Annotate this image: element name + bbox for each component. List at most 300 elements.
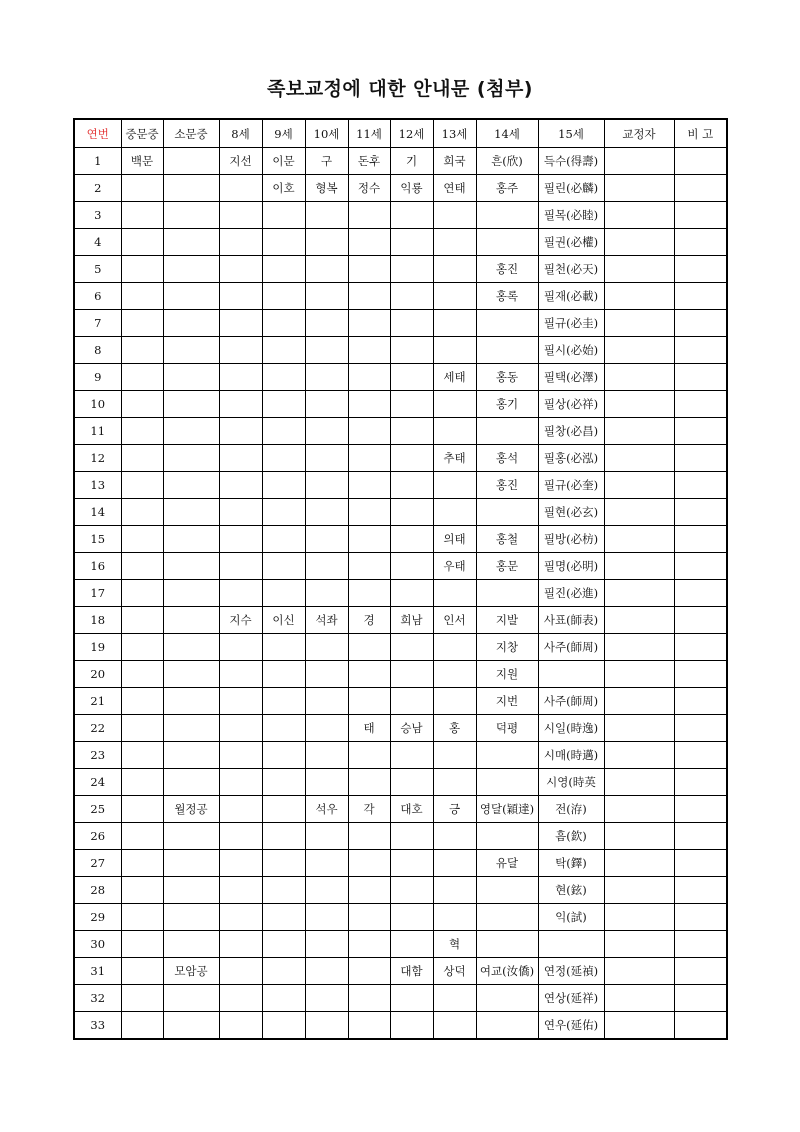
- gen-9-cell: 이호: [262, 175, 305, 202]
- gen-13-cell: [433, 202, 476, 229]
- serial-number-cell: 14: [74, 499, 121, 526]
- gen-10-cell: [305, 553, 348, 580]
- column-header-gen-8: 8세: [219, 119, 262, 148]
- gen-15-cell: 현(鉉): [538, 877, 604, 904]
- sub-clan-cell: [163, 229, 219, 256]
- table-row: [74, 364, 727, 391]
- sub-clan-cell: [163, 526, 219, 553]
- column-header-sub-clan: 소문중: [163, 119, 219, 148]
- remarks-cell: [674, 337, 727, 364]
- corrector-cell: [604, 823, 674, 850]
- gen-10-cell: [305, 499, 348, 526]
- gen-15-cell: 전(洊): [538, 796, 604, 823]
- middle-clan-cell: [121, 229, 163, 256]
- table-row: [74, 229, 727, 256]
- gen-14-cell: [476, 229, 538, 256]
- gen-12-cell: 대함: [390, 958, 433, 985]
- gen-15-cell: 필진(必進): [538, 580, 604, 607]
- gen-12-cell: [390, 391, 433, 418]
- gen-8-cell: [219, 796, 262, 823]
- sub-clan-cell: [163, 499, 219, 526]
- column-header-corrector: 교정자: [604, 119, 674, 148]
- gen-13-cell: [433, 310, 476, 337]
- gen-14-cell: [476, 418, 538, 445]
- gen-8-cell: [219, 985, 262, 1012]
- gen-8-cell: [219, 256, 262, 283]
- gen-8-cell: [219, 904, 262, 931]
- gen-9-cell: 이문: [262, 148, 305, 175]
- corrector-cell: [604, 364, 674, 391]
- middle-clan-cell: [121, 904, 163, 931]
- gen-8-cell: [219, 769, 262, 796]
- remarks-cell: [674, 526, 727, 553]
- corrector-cell: [604, 445, 674, 472]
- gen-15-cell: 시일(時逸): [538, 715, 604, 742]
- remarks-cell: [674, 715, 727, 742]
- gen-13-cell: 긍: [433, 796, 476, 823]
- table-body: [74, 148, 727, 1040]
- middle-clan-cell: [121, 661, 163, 688]
- gen-11-cell: [348, 310, 390, 337]
- serial-number-cell: 8: [74, 337, 121, 364]
- gen-13-cell: [433, 580, 476, 607]
- middle-clan-cell: [121, 850, 163, 877]
- sub-clan-cell: [163, 364, 219, 391]
- gen-8-cell: [219, 337, 262, 364]
- middle-clan-cell: [121, 580, 163, 607]
- remarks-cell: [674, 418, 727, 445]
- gen-15-cell: 필홍(必泓): [538, 445, 604, 472]
- sub-clan-cell: [163, 148, 219, 175]
- gen-14-cell: 홍철: [476, 526, 538, 553]
- table-row: [74, 310, 727, 337]
- remarks-cell: [674, 904, 727, 931]
- serial-number-cell: 12: [74, 445, 121, 472]
- gen-8-cell: [219, 850, 262, 877]
- corrector-cell: [604, 607, 674, 634]
- serial-number-cell: 11: [74, 418, 121, 445]
- gen-14-cell: [476, 742, 538, 769]
- gen-12-cell: [390, 337, 433, 364]
- gen-12-cell: [390, 850, 433, 877]
- gen-15-cell: 필상(必祥): [538, 391, 604, 418]
- serial-number-cell: 29: [74, 904, 121, 931]
- serial-number-cell: 25: [74, 796, 121, 823]
- gen-12-cell: [390, 364, 433, 391]
- middle-clan-cell: [121, 445, 163, 472]
- gen-10-cell: 구: [305, 148, 348, 175]
- remarks-cell: [674, 283, 727, 310]
- gen-13-cell: [433, 742, 476, 769]
- serial-number-cell: 6: [74, 283, 121, 310]
- corrector-cell: [604, 580, 674, 607]
- serial-number-cell: 19: [74, 634, 121, 661]
- table-row: [74, 607, 727, 634]
- gen-13-cell: [433, 823, 476, 850]
- gen-12-cell: [390, 769, 433, 796]
- middle-clan-cell: [121, 607, 163, 634]
- gen-10-cell: [305, 418, 348, 445]
- gen-13-cell: 홍: [433, 715, 476, 742]
- gen-12-cell: 익룡: [390, 175, 433, 202]
- gen-10-cell: [305, 904, 348, 931]
- gen-15-cell: 연상(延祥): [538, 985, 604, 1012]
- gen-8-cell: [219, 526, 262, 553]
- gen-13-cell: [433, 256, 476, 283]
- gen-11-cell: [348, 850, 390, 877]
- gen-10-cell: [305, 985, 348, 1012]
- serial-number-cell: 27: [74, 850, 121, 877]
- gen-11-cell: [348, 931, 390, 958]
- table-row: [74, 850, 727, 877]
- gen-15-cell: 필현(必玄): [538, 499, 604, 526]
- gen-10-cell: [305, 526, 348, 553]
- corrector-cell: [604, 661, 674, 688]
- gen-11-cell: [348, 337, 390, 364]
- table-row: [74, 202, 727, 229]
- gen-9-cell: [262, 1012, 305, 1040]
- gen-9-cell: [262, 985, 305, 1012]
- gen-15-cell: 연우(延佑): [538, 1012, 604, 1040]
- remarks-cell: [674, 1012, 727, 1040]
- gen-11-cell: [348, 364, 390, 391]
- gen-14-cell: 홍동: [476, 364, 538, 391]
- gen-9-cell: [262, 472, 305, 499]
- gen-15-cell: [538, 661, 604, 688]
- gen-13-cell: [433, 472, 476, 499]
- remarks-cell: [674, 472, 727, 499]
- table-row: [74, 634, 727, 661]
- serial-number-cell: 15: [74, 526, 121, 553]
- middle-clan-cell: [121, 1012, 163, 1040]
- gen-11-cell: [348, 823, 390, 850]
- table-header-row: [74, 119, 727, 148]
- gen-14-cell: [476, 931, 538, 958]
- gen-8-cell: [219, 364, 262, 391]
- serial-number-cell: 7: [74, 310, 121, 337]
- gen-9-cell: [262, 256, 305, 283]
- gen-8-cell: [219, 958, 262, 985]
- gen-11-cell: [348, 526, 390, 553]
- middle-clan-cell: [121, 553, 163, 580]
- gen-15-cell: 필규(必圭): [538, 310, 604, 337]
- gen-9-cell: [262, 823, 305, 850]
- sub-clan-cell: 월정공: [163, 796, 219, 823]
- gen-12-cell: [390, 418, 433, 445]
- gen-8-cell: [219, 229, 262, 256]
- gen-10-cell: [305, 310, 348, 337]
- gen-10-cell: 석좌: [305, 607, 348, 634]
- gen-8-cell: [219, 580, 262, 607]
- table-row: [74, 958, 727, 985]
- middle-clan-cell: [121, 256, 163, 283]
- gen-15-cell: 시매(時邁): [538, 742, 604, 769]
- gen-11-cell: [348, 634, 390, 661]
- gen-10-cell: [305, 931, 348, 958]
- gen-9-cell: [262, 526, 305, 553]
- gen-14-cell: [476, 1012, 538, 1040]
- gen-11-cell: [348, 580, 390, 607]
- gen-13-cell: [433, 418, 476, 445]
- table-row: [74, 1012, 727, 1040]
- gen-12-cell: [390, 580, 433, 607]
- remarks-cell: [674, 175, 727, 202]
- table-row: [74, 445, 727, 472]
- corrector-cell: [604, 931, 674, 958]
- middle-clan-cell: [121, 364, 163, 391]
- gen-10-cell: [305, 823, 348, 850]
- gen-10-cell: [305, 715, 348, 742]
- sub-clan-cell: [163, 1012, 219, 1040]
- corrector-cell: [604, 472, 674, 499]
- gen-10-cell: [305, 256, 348, 283]
- sub-clan-cell: [163, 445, 219, 472]
- gen-10-cell: [305, 877, 348, 904]
- gen-14-cell: [476, 499, 538, 526]
- gen-14-cell: 지발: [476, 607, 538, 634]
- sub-clan-cell: [163, 472, 219, 499]
- gen-9-cell: [262, 418, 305, 445]
- remarks-cell: [674, 823, 727, 850]
- remarks-cell: [674, 445, 727, 472]
- gen-8-cell: 지수: [219, 607, 262, 634]
- corrector-cell: [604, 553, 674, 580]
- sub-clan-cell: [163, 607, 219, 634]
- gen-14-cell: 홍진: [476, 472, 538, 499]
- gen-14-cell: [476, 337, 538, 364]
- remarks-cell: [674, 499, 727, 526]
- gen-9-cell: [262, 445, 305, 472]
- gen-13-cell: [433, 769, 476, 796]
- middle-clan-cell: [121, 175, 163, 202]
- gen-13-cell: [433, 283, 476, 310]
- gen-8-cell: [219, 175, 262, 202]
- sub-clan-cell: [163, 337, 219, 364]
- gen-13-cell: 추태: [433, 445, 476, 472]
- sub-clan-cell: [163, 391, 219, 418]
- corrector-cell: [604, 310, 674, 337]
- gen-9-cell: [262, 580, 305, 607]
- gen-8-cell: [219, 742, 262, 769]
- gen-12-cell: [390, 283, 433, 310]
- serial-number-cell: 1: [74, 148, 121, 175]
- sub-clan-cell: [163, 202, 219, 229]
- gen-13-cell: [433, 850, 476, 877]
- gen-8-cell: [219, 931, 262, 958]
- remarks-cell: [674, 931, 727, 958]
- column-header-remarks: 비 고: [674, 119, 727, 148]
- sub-clan-cell: [163, 877, 219, 904]
- table-row: [74, 931, 727, 958]
- table-row: [74, 985, 727, 1012]
- gen-14-cell: [476, 823, 538, 850]
- gen-11-cell: [348, 688, 390, 715]
- middle-clan-cell: 백문: [121, 148, 163, 175]
- gen-13-cell: [433, 337, 476, 364]
- table-row: [74, 823, 727, 850]
- table-row: [74, 580, 727, 607]
- gen-13-cell: 의태: [433, 526, 476, 553]
- corrector-cell: [604, 256, 674, 283]
- middle-clan-cell: [121, 634, 163, 661]
- gen-13-cell: 혁: [433, 931, 476, 958]
- gen-9-cell: [262, 337, 305, 364]
- gen-12-cell: [390, 310, 433, 337]
- gen-10-cell: [305, 958, 348, 985]
- gen-14-cell: [476, 769, 538, 796]
- corrector-cell: [604, 877, 674, 904]
- gen-9-cell: [262, 364, 305, 391]
- corrector-cell: [604, 202, 674, 229]
- gen-9-cell: [262, 715, 305, 742]
- remarks-cell: [674, 391, 727, 418]
- corrector-cell: [604, 850, 674, 877]
- gen-14-cell: 영달(穎達): [476, 796, 538, 823]
- serial-number-cell: 10: [74, 391, 121, 418]
- corrector-cell: [604, 391, 674, 418]
- corrector-cell: [604, 337, 674, 364]
- corrector-cell: [604, 175, 674, 202]
- middle-clan-cell: [121, 958, 163, 985]
- gen-10-cell: 석우: [305, 796, 348, 823]
- gen-14-cell: 홍기: [476, 391, 538, 418]
- gen-14-cell: 홍록: [476, 283, 538, 310]
- gen-9-cell: [262, 958, 305, 985]
- gen-15-cell: 사표(師表): [538, 607, 604, 634]
- gen-14-cell: [476, 310, 538, 337]
- gen-10-cell: [305, 661, 348, 688]
- gen-8-cell: [219, 688, 262, 715]
- gen-11-cell: [348, 472, 390, 499]
- gen-8-cell: 지선: [219, 148, 262, 175]
- sub-clan-cell: [163, 283, 219, 310]
- gen-9-cell: [262, 229, 305, 256]
- gen-10-cell: [305, 1012, 348, 1040]
- genealogy-table: [73, 118, 728, 1040]
- gen-12-cell: 대호: [390, 796, 433, 823]
- gen-12-cell: [390, 931, 433, 958]
- remarks-cell: [674, 769, 727, 796]
- gen-9-cell: [262, 310, 305, 337]
- sub-clan-cell: 모암공: [163, 958, 219, 985]
- gen-10-cell: [305, 472, 348, 499]
- gen-10-cell: [305, 202, 348, 229]
- middle-clan-cell: [121, 337, 163, 364]
- remarks-cell: [674, 364, 727, 391]
- gen-15-cell: 사주(師周): [538, 634, 604, 661]
- gen-13-cell: [433, 1012, 476, 1040]
- page-title: 족보교정에 대한 안내문 (첨부): [267, 78, 533, 100]
- gen-15-cell: 흠(欽): [538, 823, 604, 850]
- corrector-cell: [604, 958, 674, 985]
- gen-9-cell: [262, 931, 305, 958]
- gen-11-cell: [348, 742, 390, 769]
- gen-9-cell: [262, 202, 305, 229]
- gen-9-cell: [262, 904, 305, 931]
- table-row: [74, 742, 727, 769]
- serial-number-cell: 4: [74, 229, 121, 256]
- column-header-gen-13: 13세: [433, 119, 476, 148]
- sub-clan-cell: [163, 688, 219, 715]
- column-header-serial-number: 연번: [74, 119, 121, 148]
- gen-11-cell: 태: [348, 715, 390, 742]
- table-row: [74, 148, 727, 175]
- gen-8-cell: [219, 445, 262, 472]
- sub-clan-cell: [163, 661, 219, 688]
- remarks-cell: [674, 634, 727, 661]
- gen-13-cell: 세태: [433, 364, 476, 391]
- column-header-gen-11: 11세: [348, 119, 390, 148]
- gen-11-cell: [348, 391, 390, 418]
- gen-13-cell: 우태: [433, 553, 476, 580]
- gen-14-cell: 홍진: [476, 256, 538, 283]
- serial-number-cell: 20: [74, 661, 121, 688]
- gen-13-cell: 연태: [433, 175, 476, 202]
- gen-9-cell: [262, 877, 305, 904]
- gen-15-cell: 필시(必始): [538, 337, 604, 364]
- gen-9-cell: [262, 499, 305, 526]
- table-row: [74, 661, 727, 688]
- corrector-cell: [604, 1012, 674, 1040]
- gen-12-cell: 기: [390, 148, 433, 175]
- gen-9-cell: [262, 688, 305, 715]
- gen-8-cell: [219, 1012, 262, 1040]
- gen-15-cell: 필규(必奎): [538, 472, 604, 499]
- remarks-cell: [674, 202, 727, 229]
- gen-12-cell: [390, 472, 433, 499]
- gen-10-cell: [305, 445, 348, 472]
- gen-12-cell: [390, 445, 433, 472]
- gen-13-cell: [433, 985, 476, 1012]
- serial-number-cell: 26: [74, 823, 121, 850]
- gen-8-cell: [219, 877, 262, 904]
- gen-11-cell: 각: [348, 796, 390, 823]
- remarks-cell: [674, 850, 727, 877]
- middle-clan-cell: [121, 877, 163, 904]
- middle-clan-cell: [121, 688, 163, 715]
- serial-number-cell: 18: [74, 607, 121, 634]
- remarks-cell: [674, 742, 727, 769]
- gen-9-cell: [262, 634, 305, 661]
- gen-14-cell: 덕평: [476, 715, 538, 742]
- gen-15-cell: 익(試): [538, 904, 604, 931]
- table-row: [74, 256, 727, 283]
- corrector-cell: [604, 526, 674, 553]
- gen-14-cell: [476, 580, 538, 607]
- sub-clan-cell: [163, 715, 219, 742]
- gen-10-cell: [305, 229, 348, 256]
- sub-clan-cell: [163, 850, 219, 877]
- table-row: [74, 526, 727, 553]
- gen-10-cell: [305, 634, 348, 661]
- remarks-cell: [674, 661, 727, 688]
- gen-14-cell: [476, 202, 538, 229]
- gen-8-cell: [219, 202, 262, 229]
- serial-number-cell: 9: [74, 364, 121, 391]
- serial-number-cell: 2: [74, 175, 121, 202]
- gen-9-cell: [262, 661, 305, 688]
- gen-15-cell: 연정(延禎): [538, 958, 604, 985]
- sub-clan-cell: [163, 256, 219, 283]
- corrector-cell: [604, 904, 674, 931]
- gen-8-cell: [219, 418, 262, 445]
- corrector-cell: [604, 148, 674, 175]
- gen-13-cell: 인서: [433, 607, 476, 634]
- gen-11-cell: [348, 256, 390, 283]
- gen-8-cell: [219, 553, 262, 580]
- gen-15-cell: 득수(得壽): [538, 148, 604, 175]
- table-row: [74, 418, 727, 445]
